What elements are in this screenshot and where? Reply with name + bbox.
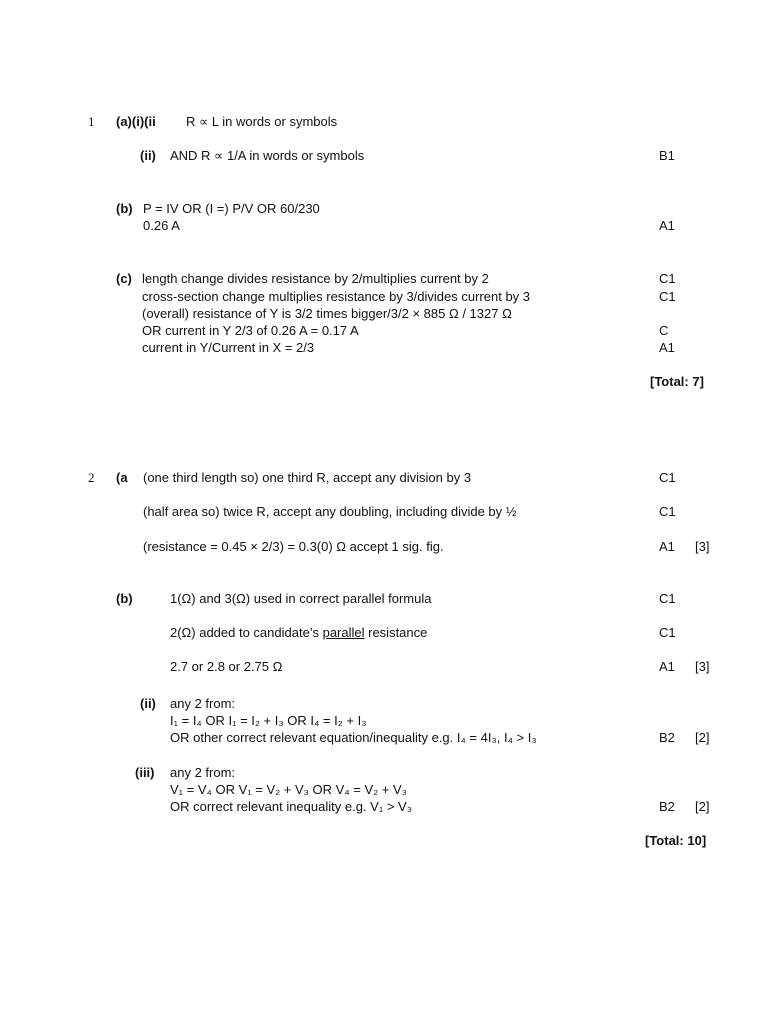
mark: B2 (659, 799, 675, 814)
answer-text: AND R ∝ 1/A in words or symbols (170, 148, 365, 163)
answer-text: (one third length so) one third R, accept any division by 3 (143, 470, 472, 485)
answer-text: P = IV OR (I =) P/V OR 60/230 (143, 201, 320, 216)
answer-text: OR other correct relevant equation/inequality e.g. I₄ = 4I₃, I₄ > I₃ (170, 730, 537, 745)
answer-text: (half area so) twice R, accept any doubling, including divide by ½ (143, 504, 517, 519)
answer-text: 0.26 A (143, 218, 180, 233)
mark: A1 (659, 539, 675, 554)
answer-text: R ∝ L in words or symbols (186, 114, 338, 129)
part-label: (iii) (135, 765, 155, 780)
mark: C1 (659, 625, 676, 640)
part-label: (a (116, 470, 128, 485)
part-label: (a)(i)(ii (116, 114, 156, 129)
answer-text: (resistance = 0.45 × 2/3) = 0.3(0) Ω accept 1 sig. fig. (143, 539, 444, 554)
mark: B2 (659, 730, 675, 745)
answer-text: (overall) resistance of Y is 3/2 times bigger/3/2 × 885 Ω / 1327 Ω (142, 306, 512, 321)
part-label: (b) (116, 201, 133, 216)
answer-text: 1(Ω) and 3(Ω) used in correct parallel formula (170, 591, 432, 606)
answer-text: any 2 from: (170, 696, 236, 711)
mark: C1 (659, 271, 676, 286)
subtotal-marks: [2] (695, 730, 710, 745)
mark: A1 (659, 340, 675, 355)
answer-text: current in Y/Current in X = 2/3 (142, 340, 315, 355)
answer-text: any 2 from: (170, 765, 236, 780)
mark: A1 (659, 659, 675, 674)
total-marks: [Total: 10] (645, 833, 707, 848)
answer-text: 2.7 or 2.8 or 2.75 Ω (170, 659, 283, 674)
answer-text (170, 625, 427, 640)
subtotal-marks: [3] (695, 659, 710, 674)
underlined-word: parallel (322, 625, 365, 640)
subtotal-marks: [2] (695, 799, 710, 814)
part-label: (ii) (140, 148, 156, 163)
mark: C1 (659, 289, 676, 304)
mark: C1 (659, 470, 676, 485)
answer-text: cross-section change multiplies resistance by 3/divides current by 3 (142, 289, 531, 304)
answer-text: OR correct relevant inequality e.g. V₁ > V₃ (170, 799, 412, 814)
answer-text-start: 2(Ω) added to candidate’s (170, 625, 323, 640)
mark: B1 (659, 148, 675, 163)
part-label: (b) (116, 591, 133, 606)
question-number: 2 (88, 470, 95, 485)
part-label: (ii) (140, 696, 156, 711)
answer-text: OR current in Y 2/3 of 0.26 A = 0.17 A (142, 323, 359, 338)
answer-text-end: resistance (364, 625, 428, 640)
mark: A1 (659, 218, 675, 233)
part-label: (c) (116, 271, 132, 286)
total-marks: [Total: 7] (650, 374, 704, 389)
answer-text: V₁ = V₄ OR V₁ = V₂ + V₃ OR V₄ = V₂ + V₃ (170, 782, 407, 797)
question-number: 1 (88, 114, 95, 129)
subtotal-marks: [3] (695, 539, 710, 554)
mark: C (659, 323, 669, 338)
answer-text: I₁ = I₄ OR I₁ = I₂ + I₃ OR I₄ = I₂ + I₃ (170, 713, 367, 728)
mark: C1 (659, 591, 676, 606)
answer-text: length change divides resistance by 2/multiplies current by 2 (142, 271, 489, 286)
mark: C1 (659, 504, 676, 519)
